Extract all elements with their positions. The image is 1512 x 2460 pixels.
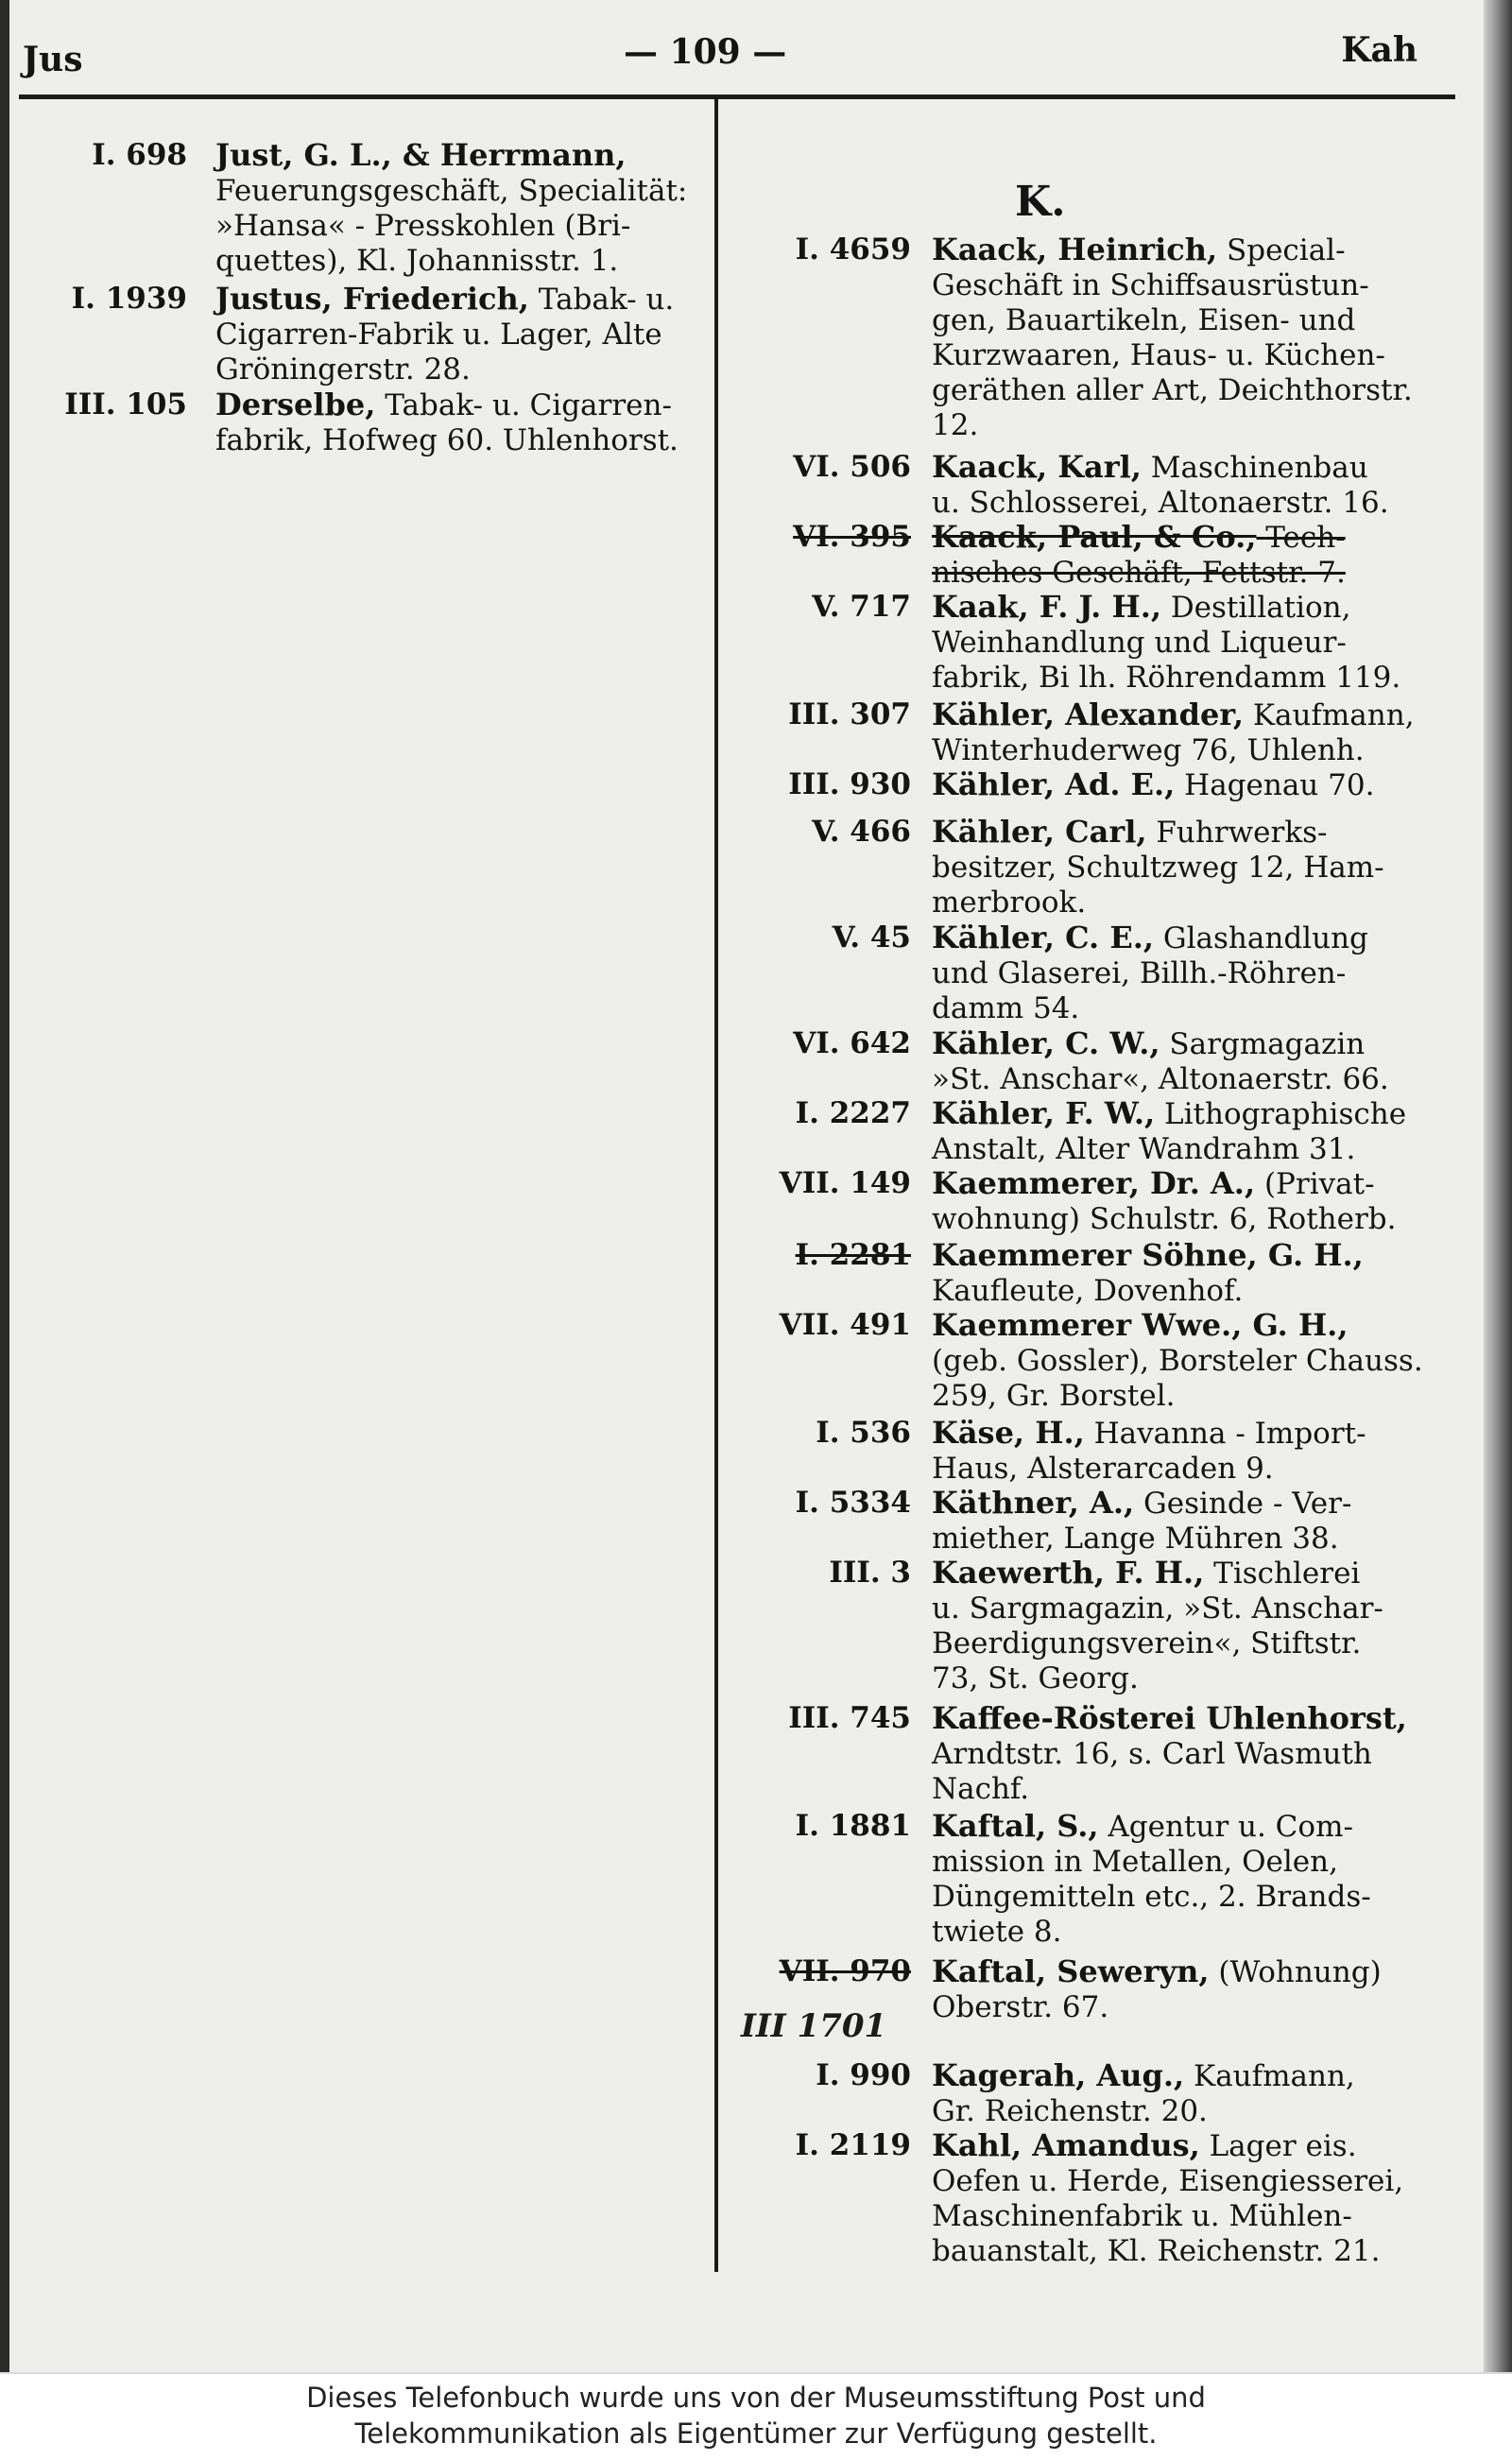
entry-name: Just, G. L., & Herrmann, [215, 137, 627, 173]
entry-name: Kaack, Paul, & Co., [932, 519, 1257, 555]
entry-text [932, 1308, 1425, 1414]
entry-phone-number: III. 307 [788, 697, 911, 731]
entry-text [932, 2128, 1425, 2269]
entry-name: Kähler, C. E., [932, 920, 1154, 955]
entry-phone-number: VII. 970 [779, 1954, 911, 1988]
entry-name-rest: Tischlerei [1213, 1557, 1361, 1591]
entry-phone-number: VII. 149 [779, 1166, 911, 1200]
entry-line: u. Sargmagazin, »St. Anschar- [932, 1591, 1383, 1626]
entry-name-rest: (Wohnung) [1218, 1955, 1382, 1989]
entry-line: Winterhuderweg 76, Uhlenh. [932, 733, 1365, 767]
entry-name-rest: Glashandlung [1162, 921, 1368, 955]
entry-name-rest: Special- [1227, 233, 1346, 267]
entry-name: Justus, Friederich, [215, 281, 529, 317]
entry-phone-number: I. 990 [816, 2058, 911, 2092]
entry-phone-number: VI. 642 [793, 1026, 911, 1060]
scan-right-edge [1484, 0, 1512, 2372]
entry-text [932, 767, 1425, 803]
entry-line: Kurzwaaren, Haus- u. Küchen- [932, 338, 1385, 372]
entry-name: Kähler, C. W., [932, 1025, 1160, 1061]
entry-line: Beerdigungsverein«, Stiftstr. [932, 1626, 1362, 1660]
entry-name: Kaftal, S., [932, 1808, 1099, 1844]
section-letter: K. [1015, 178, 1066, 226]
entry-text [932, 1166, 1425, 1237]
entry-line: Nachf. [932, 1772, 1030, 1806]
entry-name: Kaemmerer Söhne, G. H., [932, 1237, 1364, 1273]
entry-text [932, 697, 1425, 768]
entry-name: Derselbe, [215, 387, 376, 422]
entry-line: quettes), Kl. Johannisstr. 1. [215, 244, 619, 278]
header-left-keyword: Jus [23, 40, 83, 79]
entry-name: Kagerah, Aug., [932, 2057, 1185, 2093]
entry-phone-number: VI. 506 [793, 450, 911, 484]
entry-line: Feuerungsgeschäft, Specialität: [215, 174, 688, 208]
entry-line: Gröningerstr. 28. [215, 353, 471, 387]
entry-line: und Glaserei, Billh.-Röhren- [932, 956, 1347, 990]
entry-name: Kähler, F. W., [932, 1095, 1156, 1131]
entry-text [932, 815, 1425, 920]
entry-name: Kaemmerer, Dr. A., [932, 1165, 1256, 1201]
entry-name: Kaftal, Seweryn, [932, 1953, 1210, 1989]
caption-line-2: Telekommunikation als Eigentümer zur Verfügung gestellt. [354, 2417, 1158, 2450]
entry-line: geräthen aller Art, Deichthorstr. [932, 373, 1413, 407]
entry-line: merbrook. [932, 886, 1087, 920]
entry-phone-number: V. 466 [812, 815, 911, 849]
entry-name-rest: Tech- [1265, 521, 1346, 555]
page-number: — 109 — [624, 32, 787, 72]
entry-phone-number: V. 717 [812, 590, 911, 624]
entry-name-rest: Lager eis. [1209, 2129, 1357, 2163]
entry-name: Kaemmerer Wwe., G. H., [932, 1307, 1349, 1343]
entry-name: Kahl, Amandus, [932, 2127, 1200, 2163]
entry-phone-number: III. 745 [788, 1701, 911, 1735]
entry-phone-number: V. 45 [832, 920, 911, 955]
entry-text [932, 1026, 1425, 1097]
entry-phone-number: III. 105 [64, 387, 187, 421]
entry-name-rest: Havanna - Import- [1093, 1417, 1366, 1451]
entry-line: miether, Lange Mühren 38. [932, 1522, 1339, 1556]
entry-name-rest: Sargmagazin [1169, 1027, 1366, 1061]
entry-line: damm 54. [932, 991, 1080, 1025]
entry-line: nisches Geschäft, Fettstr. 7. [932, 556, 1346, 590]
entry-line: »St. Anschar«, Altonaerstr. 66. [932, 1062, 1389, 1096]
entry-text [215, 138, 707, 279]
entry-text [932, 1556, 1425, 1696]
entry-name: Käse, H., [932, 1415, 1085, 1451]
entry-text [932, 590, 1425, 696]
entry-text [932, 232, 1425, 443]
entry-phone-number: III. 3 [829, 1556, 911, 1590]
entry-name-rest: Kaufmann, [1252, 698, 1415, 732]
entry-line: »Hansa« - Presskohlen (Bri- [215, 209, 631, 243]
entry-phone-number: I. 5334 [795, 1486, 911, 1520]
entry-line: Oberstr. 67. [932, 1990, 1109, 2024]
entry-line: u. Schlosserei, Altonaerstr. 16. [932, 486, 1389, 520]
caption-line-1: Dieses Telefonbuch wurde uns von der Museumsstiftung Post und [306, 2382, 1206, 2414]
header-rule [19, 95, 1455, 99]
entry-line: bauanstalt, Kl. Reichenstr. 21. [932, 2234, 1381, 2268]
entry-name-rest: Kaufmann, [1194, 2059, 1355, 2093]
entry-line: 73, St. Georg. [932, 1661, 1139, 1695]
entry-line: gen, Bauartikeln, Eisen- und [932, 303, 1356, 337]
page-header [19, 26, 1418, 83]
entry-name-rest: Gesinde - Ver- [1143, 1487, 1352, 1521]
entry-phone-number: I. 1881 [795, 1809, 911, 1843]
entry-text [215, 282, 707, 387]
entry-line: Weinhandlung und Liqueur- [932, 626, 1347, 660]
entry-line: fabrik, Hofweg 60. Uhlenhorst. [215, 423, 679, 457]
entry-name-rest: Agentur u. Com- [1108, 1810, 1353, 1844]
scan-left-edge [0, 0, 9, 2372]
header-right-keyword: Kah [1341, 30, 1418, 70]
entry-phone-number: I. 4659 [795, 232, 911, 267]
entry-text [932, 520, 1425, 591]
entry-phone-number: VI. 395 [793, 520, 911, 554]
entry-phone-number: III. 930 [788, 767, 911, 801]
entry-name: Kaewerth, F. H., [932, 1555, 1205, 1591]
entry-line: fabrik, Bi lh. Röhrendamm 119. [932, 661, 1401, 695]
entry-line: 12. [932, 408, 979, 442]
entry-name: Kähler, Alexander, [932, 697, 1244, 732]
entry-text [932, 1238, 1425, 1309]
entry-phone-number: I. 1939 [71, 282, 187, 316]
entry-line: Cigarren-Fabrik u. Lager, Alte [215, 318, 662, 352]
entry-line: Geschäft in Schiffsausrüstun- [932, 268, 1369, 302]
entry-phone-number: I. 2227 [795, 1096, 911, 1130]
entry-text [215, 387, 707, 458]
entry-name: Kaack, Heinrich, [932, 232, 1218, 267]
entry-text [932, 1701, 1425, 1807]
entry-phone-number: I. 2281 [795, 1238, 911, 1272]
entry-line: (geb. Gossler), Borsteler Chauss. [932, 1344, 1423, 1378]
caption [0, 2374, 1512, 2460]
entry-phone-number: I. 536 [816, 1416, 911, 1450]
entry-name: Kaak, F. J. H., [932, 589, 1161, 625]
entry-phone-number: I. 2119 [795, 2128, 911, 2162]
entry-line: besitzer, Schultzweg 12, Ham- [932, 851, 1384, 885]
entry-text [932, 1096, 1425, 1167]
entry-text [932, 2058, 1425, 2129]
entry-name-rest: Maschinenbau [1150, 451, 1368, 485]
entry-line: Anstalt, Alter Wandrahm 31. [932, 1132, 1356, 1166]
entry-line: Haus, Alsterarcaden 9. [932, 1452, 1274, 1486]
entry-line: 259, Gr. Borstel. [932, 1379, 1176, 1413]
entry-text [932, 1954, 1425, 2025]
entry-name: Käthner, A., [932, 1485, 1135, 1521]
entry-line: Kaufleute, Dovenhof. [932, 1274, 1244, 1308]
entry-text [932, 1486, 1425, 1557]
entry-line: Düngemitteln etc., 2. Brands- [932, 1880, 1371, 1914]
entry-name: Kähler, Ad. E., [932, 766, 1176, 802]
entry-name-rest: Tabak- u. Cigarren- [385, 388, 672, 422]
entry-name: Kähler, Carl, [932, 814, 1147, 850]
entry-name-rest: Tabak- u. [538, 283, 675, 317]
entry-name-rest: Lithographische [1164, 1097, 1407, 1131]
column-divider [714, 98, 718, 2272]
entry-line: twiete 8. [932, 1915, 1062, 1949]
entry-name-rest: Hagenau 70. [1184, 768, 1375, 802]
entry-phone-number: VII. 491 [779, 1308, 911, 1342]
entry-name: Kaack, Karl, [932, 449, 1142, 485]
entry-text [932, 920, 1425, 1026]
entry-line: mission in Metallen, Oelen, [932, 1845, 1338, 1879]
entry-phone-number: I. 698 [92, 138, 187, 172]
entry-name-rest: Fuhrwerks- [1156, 816, 1328, 850]
entry-line: Arndtstr. 16, s. Carl Wasmuth [932, 1737, 1372, 1771]
entry-name: Kaffee-Rösterei Uhlenhorst, [932, 1700, 1407, 1736]
entry-text [932, 1809, 1425, 1950]
handwritten-note: III 1701 [741, 2007, 887, 2045]
entry-line: Gr. Reichenstr. 20. [932, 2094, 1208, 2128]
entry-line: wohnung) Schulstr. 6, Rotherb. [932, 1202, 1397, 1236]
entry-line: Oefen u. Herde, Eisengiesserei, [932, 2164, 1404, 2198]
entry-text [932, 1416, 1425, 1487]
entry-name-rest: Destillation, [1170, 591, 1351, 625]
entry-text [932, 450, 1425, 521]
entry-line: Maschinenfabrik u. Mühlen- [932, 2199, 1352, 2233]
entry-name-rest: (Privat- [1263, 1167, 1375, 1201]
